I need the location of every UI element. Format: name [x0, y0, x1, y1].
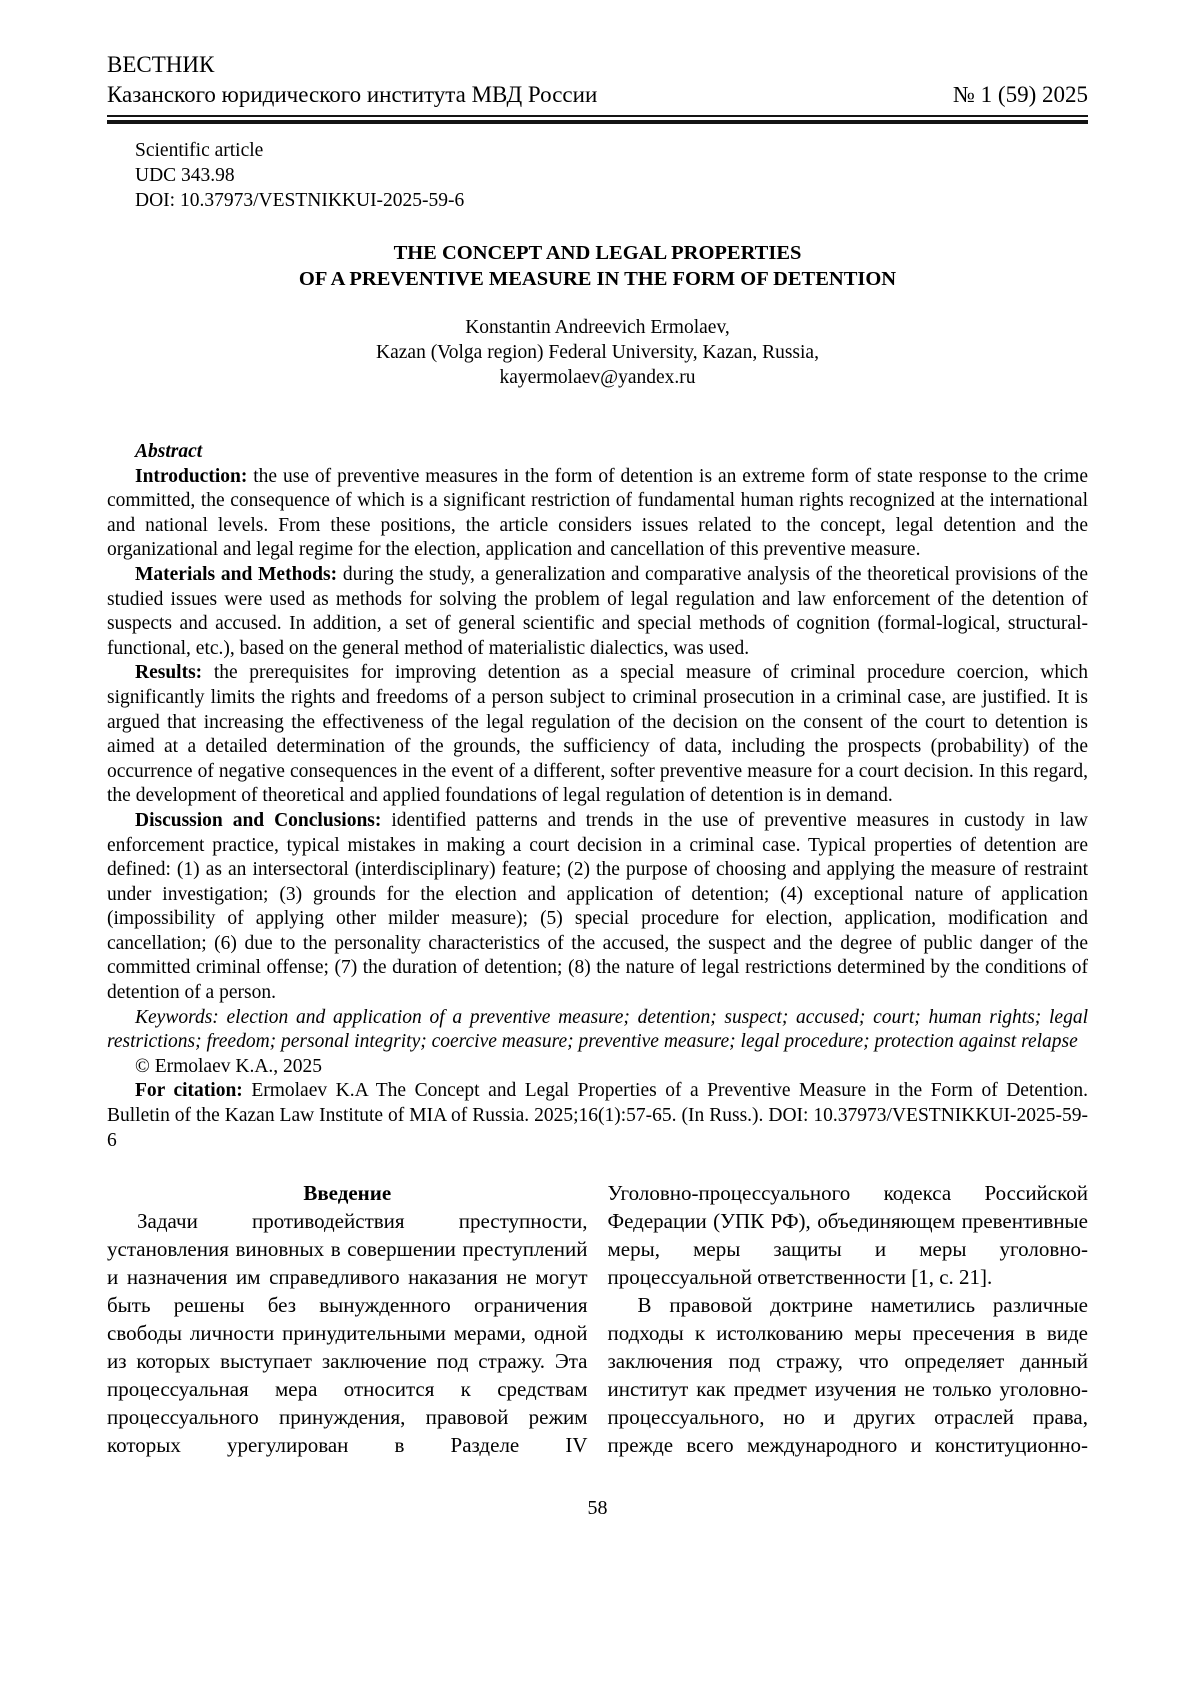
journal-header: [107, 50, 1088, 124]
abstract-discussion-conclusions-paragraph: [107, 809, 1088, 1006]
article-title: [107, 240, 1088, 292]
introduction-right-column: [608, 1179, 1089, 1459]
header-double-rule: [107, 115, 1088, 124]
issue-number: № 1 (59) 2025: [952, 82, 1088, 107]
citation-paragraph: [107, 1079, 1088, 1153]
author-name: Konstantin Andreevich Ermolaev,: [465, 317, 730, 338]
author-block: [107, 315, 1088, 390]
article-meta: [107, 138, 1088, 213]
abstract-introduction-label: Introduction:: [135, 465, 248, 487]
abstract-materials-methods-paragraph: [107, 563, 1088, 661]
journal-name-line1: ВЕСТНИК: [107, 52, 215, 77]
abstract-introduction-paragraph: [107, 465, 1088, 563]
citation-text: Ermolaev K.A The Concept and Legal Properties of a Preventive Measure in the Form of Detention. Bulletin of the Kazan Law Institute of MIA of Russia. 2025;16(1):57-65. (In Russ.). DOI: 10.37973/VESTNIKKUI-2025-59-6: [107, 1080, 1088, 1151]
abstract-results-paragraph: [107, 661, 1088, 809]
journal-name-line2: Казанского юридического института МВД России: [107, 82, 598, 107]
abstract-heading: Abstract: [135, 441, 203, 462]
introduction-two-column-section: [107, 1179, 1088, 1459]
keywords-paragraph: [107, 1006, 1088, 1055]
copyright-line: © Ermolaev K.A., 2025: [135, 1055, 323, 1077]
abstract-materials-methods-text: during the study, a generalization and comparative analysis of the theoretical provisions of the studied issues were used as methods for solving the problem of legal regulation and law enforcement of the detention of suspects and accused. In addition, a set of general scientific and special methods of cognition (formal-logical, structural-functional, etc.), based on the general method of materialistic dialectics, was used.: [107, 563, 1089, 659]
abstract-results-text: the prerequisites for improving detention as a special measure of criminal procedure coercion, which significantly limits the rights and freedoms of a person subject to criminal prosecution in a criminal case, are justified. It is argued that increasing the effectiveness of the legal regulation of the decision on the consent of the court to detention is aimed at a detailed determination of the grounds, the sufficiency of data, including the prospects (probability) of the occurrence of negative consequences in the event of a different, softer preventive measure for a court decision. In this regard, the development of theoretical and applied foundations of legal regulation of detention is in demand.: [107, 662, 1089, 807]
introduction-left-paragraph: Задачи противодействия преступности, установления виновных в совершении преступлений и назначения им справедливого наказания не могут быть решены без вынужденного ограничения свободы личности принудительными мерами, одной из которых выступает заключение под стражу. Эта процессуальная мера относится к средствам процессуального принуждения, правовой режим которых урегулирован в Разделе IV: [107, 1209, 588, 1458]
article-title-line1: THE CONCEPT AND LEGAL PROPERTIES: [393, 242, 802, 264]
journal-name: [107, 50, 597, 110]
citation-label: For citation:: [135, 1080, 243, 1102]
abstract-introduction-text: the use of preventive measures in the form of detention is an extreme form of state response to the crime committed, the consequence of which is a significant restriction of fundamental human rights recognized at the international and national levels. From these positions, the article considers issues related to the concept, legal detention and the organizational and legal regime for the election, application and cancellation of this preventive measure.: [107, 465, 1089, 561]
abstract-materials-methods-label: Materials and Methods:: [135, 563, 338, 585]
author-email: kayermolaev@yandex.ru: [499, 367, 696, 388]
introduction-heading: Введение: [303, 1181, 392, 1206]
abstract-discussion-conclusions-text: identified patterns and trends in the use of preventive measures in custody in law enforcement practice, typical mistakes in making a court decision in a criminal case. Typical properties of detention are defined: (1) as an intersectoral (interdisciplinary) feature; (2) the purpose of choosing and applying the measure of restraint under investigation; (3) grounds for the election and application of detention; (4) exceptional nature of application (impossibility of applying other milder measure); (5) special procedure for election, application, modification and cancellation; (6) due to the personality characteristics of the accused, the suspect and the degree of public danger of the committed criminal offense; (7) the duration of detention; (8) the nature of legal restrictions determined by the conditions of detention of a person.: [107, 809, 1088, 1004]
introduction-left-column: [107, 1179, 588, 1459]
article-title-line2: OF A PREVENTIVE MEASURE IN THE FORM OF DETENTION: [298, 268, 897, 290]
abstract-discussion-conclusions-label: Discussion and Conclusions:: [135, 809, 382, 831]
article-type: Scientific article: [135, 140, 264, 161]
keywords-text: election and application of a preventive measure; detention; suspect; accused; court; human rights; legal restrictions; freedom; personal integrity; coercive measure; preventive measure; legal procedure; protection against relapse: [107, 1006, 1089, 1053]
udc-number: UDC 343.98: [135, 165, 235, 186]
page-number: 58: [587, 1497, 608, 1520]
introduction-right-paragraph-2: В правовой доктрине наметились различные подходы к истолкованию меры пресечения в виде заключения под стражу, что определяет данный институт как предмет изучения не только уголовно-процессуального, но и других отраслей права, прежде всего международного и конституционно-: [607, 1293, 1088, 1458]
doi-number: DOI: 10.37973/VESTNIKKUI-2025-59-6: [135, 190, 465, 211]
keywords-label: Keywords:: [135, 1006, 219, 1028]
abstract-results-label: Results:: [135, 662, 203, 684]
author-affiliation: Kazan (Volga region) Federal University, Kazan, Russia,: [376, 342, 819, 363]
introduction-right-paragraph-continuation: Уголовно-процессуального кодекса Российской Федерации (УПК РФ), объединяющем превентивные меры, меры защиты и меры уголовно-процессуальной ответственности [1, с. 21].: [607, 1181, 1088, 1290]
abstract-section: [107, 440, 1088, 1153]
